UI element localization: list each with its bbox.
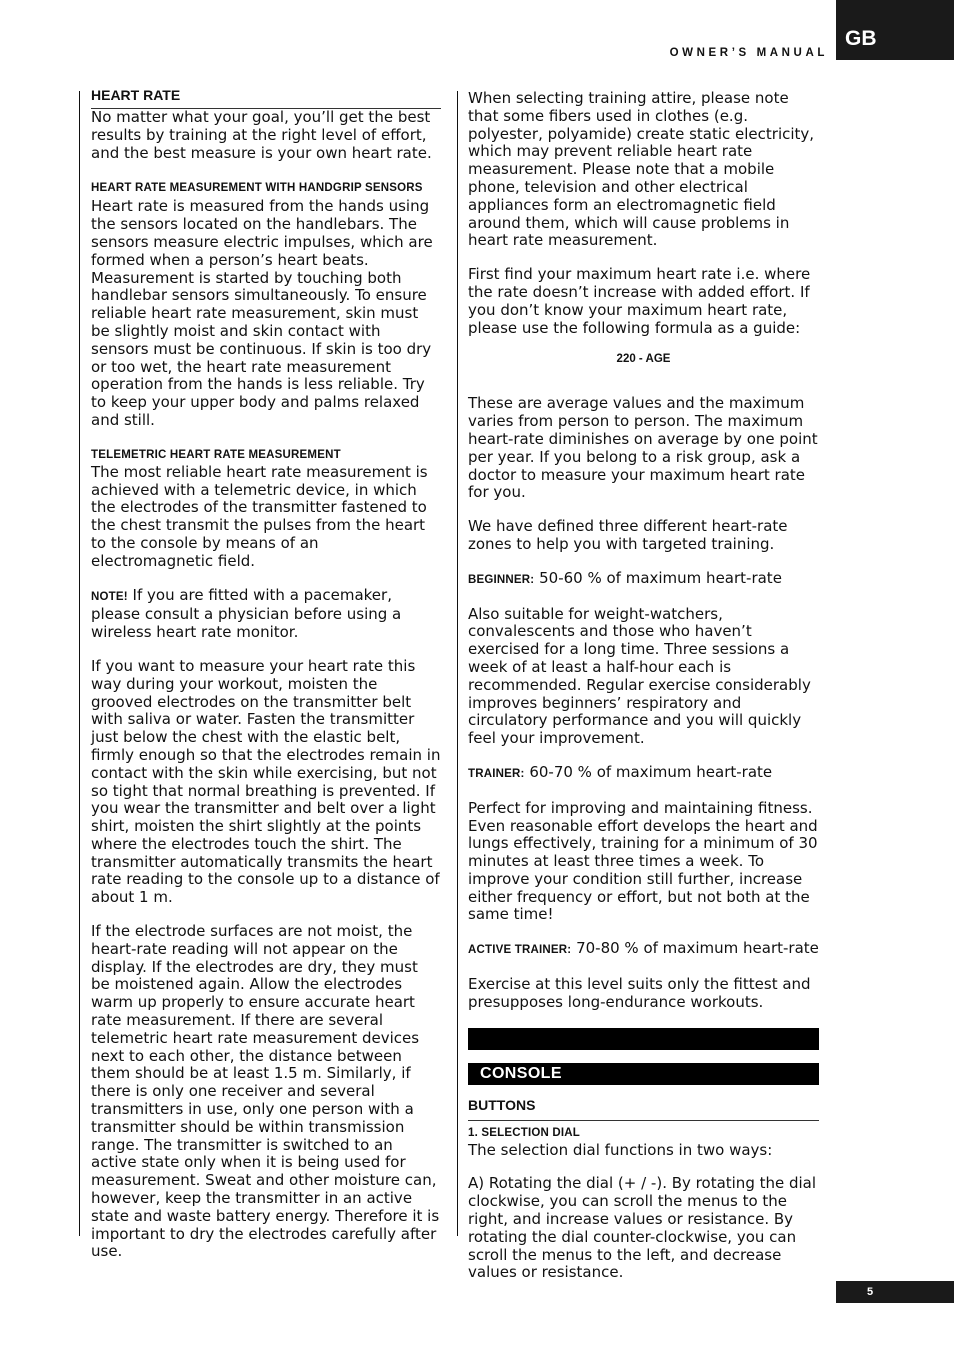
beginner-text: Also suitable for weight-watchers, convalescents and those who haven’t exercised for a long time. Three sessions a week of at least a half-hour each is recommended. Regular exercise considerably improves beginners’ respiratory and circulatory performance and you will quickly feel your improvement.: [468, 604, 811, 748]
trainer-value: 60-70 % of maximum heart-rate: [524, 762, 773, 781]
active-trainer-zone: [468, 940, 819, 960]
trainer-text: Perfect for improving and maintaining fitness. Even reasonable effort develops the heart and lungs effectively, training for a minimum of 30 minutes at least three times a week. To improve your condition still further, increase either frequency or effort, but not both at the same time!: [468, 798, 818, 924]
left-column-rule: [79, 91, 80, 1236]
selection-dial-text: A) Rotating the dial (+ / -). By rotating the dial clockwise, you can scroll the menus to the right, and increase values or resistance. By rotating the dial counter-clockwise, you can scroll the menus to the left, and decrease values or resistance.: [468, 1174, 817, 1282]
max-heart-rate-text: First find your maximum heart rate i.e. where the rate doesn’t increase with added effort. If you don’t know your maximum heart rate, please use the following formula as a guide:: [468, 265, 811, 337]
console-heading: CONSOLE: [468, 1063, 819, 1085]
heart-rate-intro: No matter what your goal, you’ll get the best results by training at the right level of effort, and the best measure is your own heart rate.: [91, 108, 432, 162]
buttons-heading: BUTTONS: [468, 1097, 819, 1121]
owners-manual-label: OWNER’S MANUAL: [669, 47, 828, 59]
beginner-zone: [468, 570, 819, 590]
active-trainer-value: 70-80 % of maximum heart-rate: [571, 939, 819, 958]
trainer-label: TRAINER:: [468, 767, 525, 780]
pacemaker-note: [91, 587, 441, 642]
heart-rate-formula: 220 - AGE: [616, 353, 671, 366]
telemetric-heading: TELEMETRIC HEART RATE MEASUREMENT: [91, 448, 341, 461]
average-values-text: These are average values and the maximum varies from person to person. The maximum heart-rate diminishes on average by one point per year. If you belong to a risk group, ask a doctor to measure your maximum heart rate for you.: [468, 394, 818, 502]
page-number: 5: [836, 1281, 954, 1303]
selection-dial-heading: 1. SELECTION DIAL: [468, 1126, 581, 1139]
transmitter-text: If you want to measure your heart rate this way during your workout, moisten the grooved electrodes on the transmitter belt with saliva or water. Fasten the transmitter just below the chest with the elastic belt, firmly enough so that the electrodes remain in contact with the skin while exercising, but not so tight that normal breathing is prevented. If you wear the transmitter and belt over a light shirt, moisten the shirt slightly at the points where the electrodes touch the shirt. The transmitter automatically transmits the heart rate reading to the console up to a distance of about 1 m.: [91, 656, 441, 907]
section-divider-bar: [468, 1028, 819, 1050]
beginner-value: 50-60 % of maximum heart-rate: [534, 568, 782, 587]
note-text: If you are fitted with a pacemaker, please consult a physician before using a wireless heart rate monitor.: [91, 585, 402, 642]
attire-text: When selecting training attire, please note that some fibers used in clothes (e.g. polyester, polyamide) create static electricity, which may prevent reliable heart rate measurement. Please note that a mobile phone, television and other electrical appliances form an electromagnetic field around them, which will cause problems in heart rate measurement.: [468, 89, 815, 250]
handgrip-heading: HEART RATE MEASUREMENT WITH HANDGRIP SENSORS: [91, 182, 423, 195]
telemetric-text: The most reliable heart rate measurement is achieved with a telemetric device, in which the electrodes of the transmitter fastened to the chest transmit the pulses from the heart to the console by means of an electromagnetic field.: [91, 462, 428, 570]
selection-dial-intro: The selection dial functions in two ways:: [468, 1140, 773, 1159]
handgrip-text: Heart rate is measured from the hands using the sensors located on the handlebars. The sensors measure electric impulses, which are formed when a person’s heart beats. Measurement is started by touching both handlebar sensors simultaneously. To ensure reliable heart rate measurement, skin must be slightly moist and skin contact with sensors must be continuous. If skin is too dry or too wet, the heart rate measurement operation from the hands is less reliable. Try to keep your upper body and palms relaxed and still.: [91, 197, 433, 429]
electrode-text: If the electrode surfaces are not moist, the heart-rate reading will not appear on the display. If the electrodes are dry, they must be moistened again. Allow the electrodes warm up properly to ensure accurate heart rate measurement. If there are several telemetric heart rate measurement devices next to each other, the distance between them should be at least 1.5 m. Similarly, if there is only one receiver and several transmitters in use, only one person with a transmitter should be within transmission range. The transmitter is switched to an active state only when it is being used for measurement. Sweat and other moisture can, however, keep the transmitter in an active state and waste battery energy. Therefore it is important to dry the electrodes carefully after use.: [91, 922, 440, 1261]
trainer-zone: [468, 764, 819, 784]
note-label: NOTE!: [91, 590, 128, 603]
zones-text: We have defined three different heart-rate zones to help you with targeted training.: [468, 517, 788, 553]
active-trainer-label: ACTIVE TRAINER:: [468, 944, 572, 957]
language-tab: GB: [836, 0, 954, 60]
right-column-rule: [457, 91, 458, 1236]
right-column: [468, 90, 819, 1282]
heart-rate-heading: HEART RATE: [91, 87, 441, 109]
left-column: [91, 87, 441, 1261]
active-trainer-text: Exercise at this level suits only the fittest and presupposes long-endurance workouts.: [468, 975, 811, 1011]
beginner-label: BEGINNER:: [468, 573, 535, 586]
